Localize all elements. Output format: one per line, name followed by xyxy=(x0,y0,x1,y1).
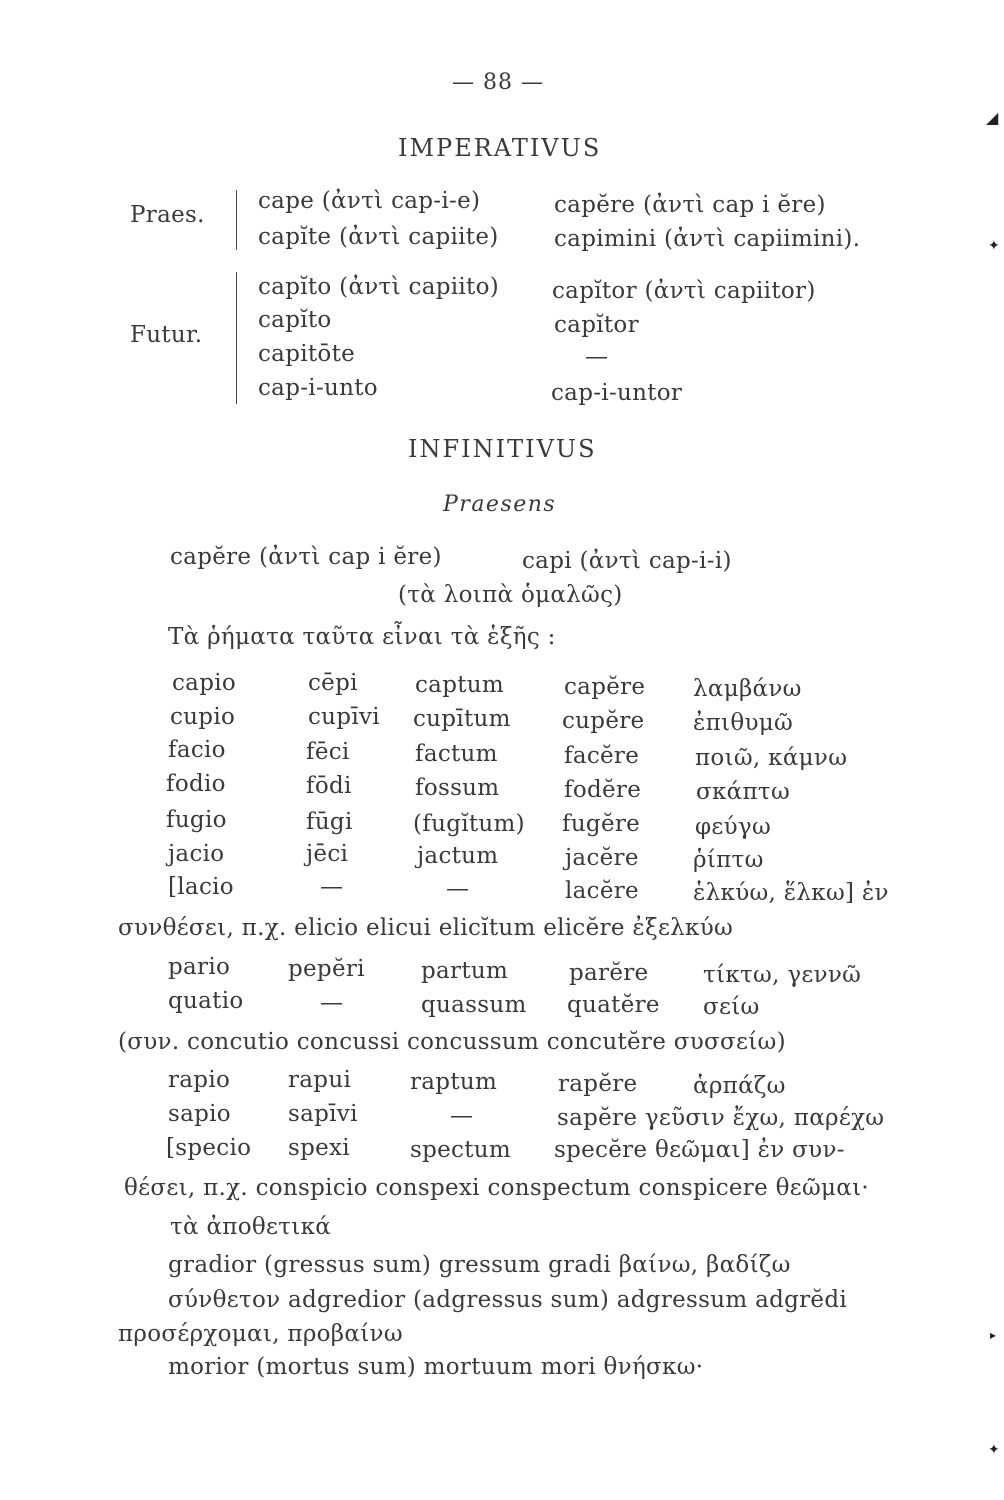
verb-cell: λαμβάνω xyxy=(693,676,802,702)
infinitive-passive: capi (ἀντὶ cap-i-i) xyxy=(522,548,732,574)
scan-mark: ✦ xyxy=(988,238,1000,254)
scan-mark: ▸ xyxy=(990,1328,997,1342)
verb-cell: cupĕre xyxy=(562,708,645,734)
verb-cell: ἐπιθυμῶ xyxy=(693,710,794,736)
futur-active-4: cap-i-unto xyxy=(258,375,378,401)
verb-cell: σκάπτω xyxy=(696,779,791,805)
deponent-line-2: σύνθετον adgredior (adgressus sum) adgressum adgrĕdi xyxy=(168,1287,848,1313)
verb-cell: — xyxy=(450,1103,474,1129)
verb-cell: factum xyxy=(415,741,498,767)
verb-cell: sapĕre γεῦσιν ἔχω, παρέχω xyxy=(557,1105,885,1131)
verb-cell: partum xyxy=(421,958,509,984)
verb-cell: cēpi xyxy=(308,670,358,696)
verb-cell: jacĕre xyxy=(565,845,639,871)
verb-cell: fugĕre xyxy=(562,811,641,837)
verb-cell: — xyxy=(320,990,344,1016)
verb-cell: parĕre xyxy=(569,960,649,986)
verb-cell: lacĕre xyxy=(565,878,639,904)
futur-passive-1: capĭtor (ἀντὶ capiitor) xyxy=(552,278,816,304)
verb-cell: facio xyxy=(168,737,226,763)
verb-cell: sapīvi xyxy=(288,1101,358,1127)
brace-praesens xyxy=(236,190,247,250)
verb-cell: ἁρπάζω xyxy=(693,1073,786,1099)
verb-cell: cupītum xyxy=(413,706,511,732)
verb-cell: — xyxy=(320,874,344,900)
verb-cell: capĕre xyxy=(564,674,646,700)
deponent-line-3: προσέρχομαι, προβαίνω xyxy=(118,1321,403,1347)
subheading-praesens: Praesens xyxy=(443,492,557,517)
verb-cell: raptum xyxy=(410,1069,498,1095)
section-heading-infinitive: INFINITIVUS xyxy=(408,435,597,463)
verb-cell: fodĕre xyxy=(564,777,642,803)
verb-cell: ῥίπτω xyxy=(693,847,764,873)
page-number: — 88 — xyxy=(452,70,544,95)
verb-cell: quatio xyxy=(168,988,244,1014)
verb-cell: fūgi xyxy=(306,809,353,835)
verb-cell: facĕre xyxy=(564,743,640,769)
deponent-heading: τὰ ἀποθετικά xyxy=(170,1214,332,1240)
verb-cell: fugio xyxy=(166,807,227,833)
deponent-line-1: gradior (gressus sum) gressum gradi βαίνω, βαδίζω xyxy=(168,1252,791,1278)
infinitive-active: capĕre (ἀντὶ cap i ĕre) xyxy=(170,544,442,570)
verb-cell: fodio xyxy=(166,771,226,797)
futur-passive-3: — xyxy=(585,344,609,370)
futur-active-1: capĭto (ἀντὶ capiito) xyxy=(258,274,500,300)
praes-passive-2: capimini (ἀντὶ capiimini). xyxy=(554,226,861,252)
futur-active-2: capĭto xyxy=(258,307,332,333)
label-futurum: Futur. xyxy=(130,322,203,348)
verb-cell: spectum xyxy=(410,1137,511,1163)
futur-passive-4: cap-i-untor xyxy=(551,380,683,406)
verb-cell: [specio xyxy=(166,1135,252,1161)
scan-mark: ✦ xyxy=(988,1442,1000,1458)
verb-cell: captum xyxy=(415,672,504,698)
verb-cell: fossum xyxy=(415,775,500,801)
verb-cell: pepĕri xyxy=(288,956,365,982)
verb-cell: σείω xyxy=(703,994,760,1020)
verb-cell: pario xyxy=(168,954,231,980)
deponent-line-4: morior (mortus sum) mortuum mori θνήσκω· xyxy=(168,1354,704,1380)
verb-cell: rapio xyxy=(168,1067,231,1093)
brace-futurum xyxy=(236,272,247,404)
verb-cell: cupīvi xyxy=(308,704,380,730)
verb-cell: ἑλκύω, ἕλκω] ἐν xyxy=(693,880,889,906)
verb-cell: cupio xyxy=(170,704,236,730)
praes-active-2: capĭte (ἀντὶ capiite) xyxy=(258,224,499,250)
label-praesens: Praes. xyxy=(130,202,205,228)
verb-cell: quassum xyxy=(421,992,527,1018)
synthesis-line-2: (συν. concutio concussi concussum concutĕre συσσείω) xyxy=(118,1029,786,1055)
verb-cell: quatĕre xyxy=(567,992,660,1018)
verb-cell: specĕre θεῶμαι] ἐν συν- xyxy=(554,1137,845,1163)
futur-passive-2: capĭtor xyxy=(554,312,639,338)
intro-line: Τὰ ῥήματα ταῦτα εἶναι τὰ ἑξῆς : xyxy=(168,624,556,650)
verb-cell: fōdi xyxy=(306,773,352,799)
infinitive-note: (τὰ λοιπὰ ὁμαλῶς) xyxy=(398,582,623,608)
verb-cell: fēci xyxy=(306,739,350,765)
verb-cell: rapĕre xyxy=(558,1071,638,1097)
verb-cell: τίκτω, γεννῶ xyxy=(703,962,862,988)
verb-cell: [lacio xyxy=(168,874,234,900)
verb-cell: rapui xyxy=(288,1067,352,1093)
verb-cell: — xyxy=(446,876,470,902)
verb-cell: jacio xyxy=(168,841,225,867)
verb-cell: φεύγω xyxy=(695,814,772,840)
scan-mark: ◢ xyxy=(986,108,999,127)
synthesis-line-1: συνθέσει, π.χ. elicio elicui elicĭtum elicĕre ἐξελκύω xyxy=(118,915,734,941)
verb-cell: (fugĭtum) xyxy=(413,811,525,837)
futur-active-3: capitōte xyxy=(258,341,356,367)
praes-active-1: cape (ἀντὶ cap-i-e) xyxy=(258,188,481,214)
praes-passive-1: capĕre (ἀντὶ cap i ĕre) xyxy=(554,192,826,218)
verb-cell: sapio xyxy=(168,1101,231,1127)
verb-cell: jēci xyxy=(306,841,349,867)
synthesis-line-3: θέσει, π.χ. conspicio conspexi conspectum conspicere θεῶμαι· xyxy=(124,1175,870,1201)
verb-cell: ποιῶ, κάμνω xyxy=(695,745,848,771)
section-heading-imperative: IMPERATIVUS xyxy=(398,134,602,162)
verb-cell: spexi xyxy=(288,1135,350,1161)
verb-cell: jactum xyxy=(417,843,499,869)
verb-cell: capio xyxy=(172,670,237,696)
